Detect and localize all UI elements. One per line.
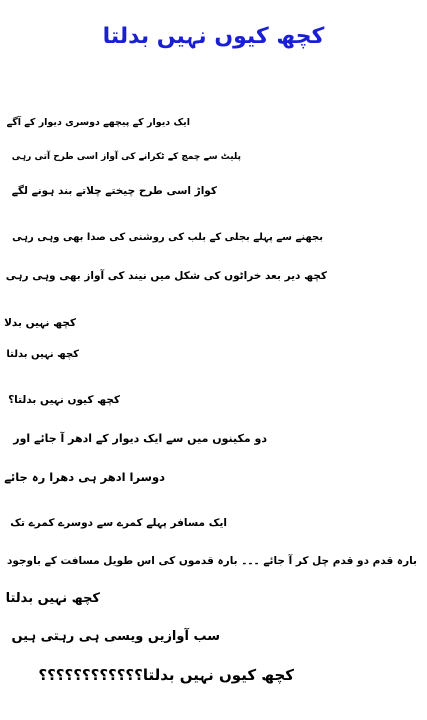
- poem-line-4: بجھنے سے پہلے بجلی کے بلب کی روشنی کی صدا بھی وہی رہی: [12, 232, 323, 243]
- poem-line-11: ایک مسافر پہلے کمرے سے دوسرے کمرے تک: [10, 517, 227, 529]
- poem-line-1: ایک دیوار کے پیچھے دوسری دیوار کے آگے: [6, 117, 190, 128]
- poem-line-3: کواڑ اسی طرح چیختے چلاتے بند ہونے لگے: [11, 185, 217, 197]
- poem-title: کچھ کیوں نہیں بدلتا: [102, 24, 325, 49]
- poem-line-13: کچھ نہیں بدلتا: [5, 591, 100, 606]
- poem-line-8: کچھ کیوں نہیں بدلتا؟: [8, 394, 120, 406]
- poem-line-10: دوسرا ادھر ہی دھرا رہ جائے: [4, 470, 165, 484]
- poem-line-2: پلیٹ سے چمچ کے ٹکرانے کی آواز اسی طرح آتی رہی: [11, 152, 241, 162]
- poem-line-6: کچھ نہیں بدلا: [4, 317, 76, 329]
- poem-line-12: بارہ قدم دو قدم چل کر آ جائے ۔۔۔ بارہ قدموں کی اس طویل مسافت کے باوجود: [7, 555, 417, 567]
- poem-line-5: کچھ دیر بعد خراٹوں کی شکل میں نیند کی آواز بھی وہی رہی: [5, 270, 327, 282]
- poem-line-14: سب آوازیں ویسی ہی رہتی ہیں: [11, 629, 220, 644]
- poem-line-9: دو مکینوں میں سے ایک دیوار کے ادھر آ جائے اور: [13, 432, 267, 445]
- poem-line-7: کچھ نہیں بدلتا: [6, 349, 79, 360]
- poem-line-15: کچھ کیوں نہیں بدلتا؟؟؟؟؟؟؟؟؟؟؟؟: [38, 666, 294, 684]
